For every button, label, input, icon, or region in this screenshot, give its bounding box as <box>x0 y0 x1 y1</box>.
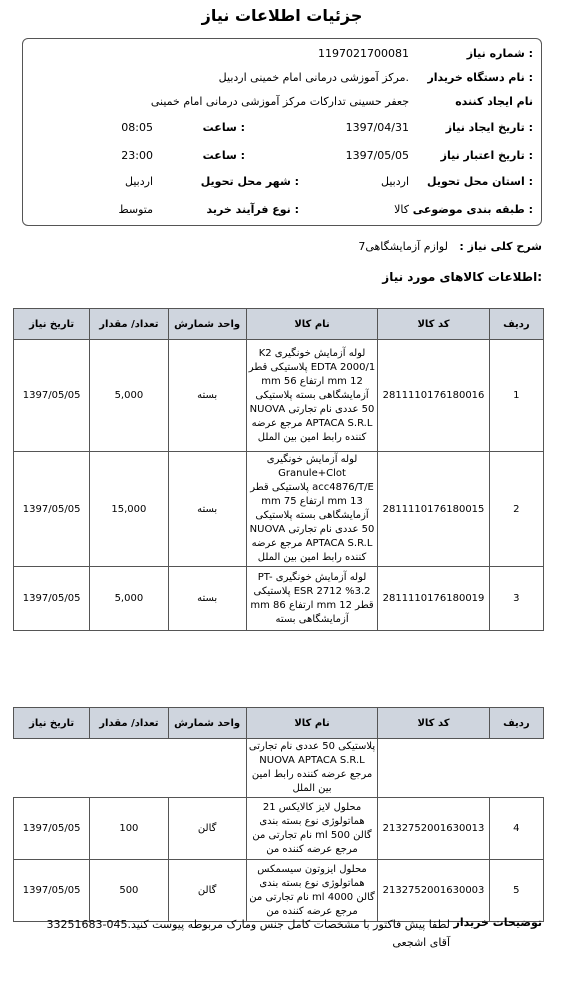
validity-date-label: تاریخ اعتبار نیاز : <box>440 149 533 162</box>
cell-qty: 5,000 <box>90 340 168 452</box>
col-header-name: نام کالا <box>246 309 378 340</box>
cell-row: 5 <box>489 860 543 922</box>
cell-row: 2 <box>489 452 543 567</box>
buyer-notes-text: لطفا پیش فاکتور با مشخصات کامل جنس ومارک مربوطه پیوست کنید.045-33251683 آقای اشجعی <box>46 918 450 949</box>
cell-code: 2811110176180015 <box>378 452 489 567</box>
col-header-row: ردیف <box>489 309 543 340</box>
cell-date <box>14 739 90 798</box>
table-row <box>14 860 544 922</box>
cell-name: لوله آزمایش خونگیری K2 EDTA 2000/1 پلاستیکی قطر 12 mm ارتفاع 56 mm آزمایشگاهی بسته پلاستیکی 50 عددی نام تجارتی NUOVA APTACA S.R.L مرجع عرضه کننده رابط امین بین الملل <box>246 340 378 452</box>
col-header-date: تاریخ نیاز <box>14 309 90 340</box>
category-value: کالا <box>394 203 409 216</box>
table-row <box>14 567 544 631</box>
buyer-label: نام دستگاه خریدار : <box>427 71 533 84</box>
province-value: اردبیل <box>381 175 409 188</box>
validity-date-value: 1397/05/05 <box>345 149 409 162</box>
cell-code: 2811110176180016 <box>378 340 489 452</box>
cell-qty: 5,000 <box>90 567 168 631</box>
col-header-date: تاریخ نیاز <box>14 708 90 739</box>
validity-time-label: ساعت : <box>202 149 245 162</box>
creator-label: نام ایجاد کننده <box>455 95 533 108</box>
cell-unit <box>168 739 246 798</box>
buyer-notes-label: توضیحات خریدار <box>453 916 542 929</box>
cell-code <box>378 739 489 798</box>
items-table-2 <box>13 707 544 922</box>
cell-row: 3 <box>489 567 543 631</box>
created-time-label: ساعت : <box>202 121 245 134</box>
table-row <box>14 452 544 567</box>
cell-name: محلول لایز کالایکس 21 هماتولوژی نوع بسته بندی گالن 500 ml نام تجارتی من مرجع عرضه کننده من <box>246 798 378 860</box>
city-value: اردبیل <box>125 175 153 188</box>
cell-code: 2811110176180019 <box>378 567 489 631</box>
col-header-unit: واحد شمارش <box>168 708 246 739</box>
category-label: طبقه بندی موضوعی : <box>412 203 533 216</box>
cell-name: پلاستیکی 50 عددی نام تجارتی NUOVA APTACA S.R.L مرجع عرضه کننده رابط امین بین الملل <box>246 739 378 798</box>
col-header-unit: واحد شمارش <box>168 309 246 340</box>
cell-code: 2132752001630013 <box>378 798 489 860</box>
table-row <box>14 739 544 798</box>
cell-date: 1397/05/05 <box>14 798 90 860</box>
table-header-row <box>14 309 544 340</box>
buyer-value: مرکز آموزشی درمانی امام خمینی اردبیل. <box>218 71 409 84</box>
category-row <box>23 203 541 225</box>
need-number-label: شماره نیاز : <box>466 47 533 60</box>
table-row <box>14 340 544 452</box>
items-table-1 <box>13 308 544 631</box>
created-time-value: 08:05 <box>121 121 153 134</box>
need-summary <box>350 240 542 253</box>
cell-qty <box>90 739 168 798</box>
process-label: نوع فرآیند خرید : <box>206 203 299 216</box>
need-number-value: 1197021700081 <box>318 47 409 60</box>
cell-name: لوله آزمایش خونگیری Granule+Clot acc4876/T/E پلاستیکی قطر 13 mm ارتفاع 75 mm آزمایشگاهی بسته پلاستیکی 50 عددی نام تجارتی NUOVA APTACA S.R.L مرجع عرضه کننده رابط امین بین الملل <box>246 452 378 567</box>
validity-time-value: 23:00 <box>121 149 153 162</box>
col-header-qty: تعداد/ مقدار <box>90 309 168 340</box>
table-header-row <box>14 708 544 739</box>
col-header-code: کد کالا <box>378 708 489 739</box>
cell-date: 1397/05/05 <box>14 452 90 567</box>
col-header-name: نام کالا <box>246 708 378 739</box>
cell-row: 1 <box>489 340 543 452</box>
created-date-label: تاریخ ایجاد نیاز : <box>445 121 533 134</box>
created-date-value: 1397/04/31 <box>345 121 409 134</box>
cell-qty: 500 <box>90 860 168 922</box>
cell-row <box>489 739 543 798</box>
buyer-row <box>23 71 541 93</box>
city-label: شهر محل تحویل : <box>200 175 299 188</box>
items-section-title: اطلاعات کالاهای مورد نیاز: <box>382 270 542 284</box>
cell-name: لوله آزمایش خونگیری PT-ESR 2712 %3.2 پلاستیکی قطر 12 mm ارتفاع 86 mm آزمایشگاهی بسته <box>246 567 378 631</box>
table-row <box>14 798 544 860</box>
page-title: جزئیات اطلاعات نیاز <box>201 6 363 25</box>
cell-unit: گالن <box>168 860 246 922</box>
cell-row: 4 <box>489 798 543 860</box>
cell-date: 1397/05/05 <box>14 340 90 452</box>
need-info-panel <box>22 38 542 226</box>
col-header-row: ردیف <box>489 708 543 739</box>
cell-qty: 15,000 <box>90 452 168 567</box>
cell-qty: 100 <box>90 798 168 860</box>
province-label: استان محل تحویل : <box>427 175 533 188</box>
created-date-row <box>23 121 541 143</box>
creator-row <box>23 95 541 117</box>
col-header-qty: تعداد/ مقدار <box>90 708 168 739</box>
summary-label: شرح کلی نیاز : <box>459 240 542 253</box>
col-header-code: کد کالا <box>378 309 489 340</box>
cell-date: 1397/05/05 <box>14 860 90 922</box>
cell-unit: گالن <box>168 798 246 860</box>
summary-value: لوازم آزمایشگاهی7 <box>358 240 448 253</box>
cell-unit: بسته <box>168 452 246 567</box>
validity-date-row <box>23 149 541 171</box>
cell-unit: بسته <box>168 340 246 452</box>
delivery-location-row <box>23 175 541 197</box>
cell-name: محلول ایزوتون سیسمکس هماتولوژی نوع بسته بندی گالن 4000 ml نام تجارتی من مرجع عرضه کننده من <box>246 860 378 922</box>
cell-unit: بسته <box>168 567 246 631</box>
need-number-row <box>23 47 541 69</box>
creator-value: جعفر حسینی تدارکات مرکز آموزشی درمانی امام خمینی <box>150 95 409 108</box>
cell-code: 2132752001630003 <box>378 860 489 922</box>
cell-date: 1397/05/05 <box>14 567 90 631</box>
process-value: متوسط <box>118 203 153 216</box>
